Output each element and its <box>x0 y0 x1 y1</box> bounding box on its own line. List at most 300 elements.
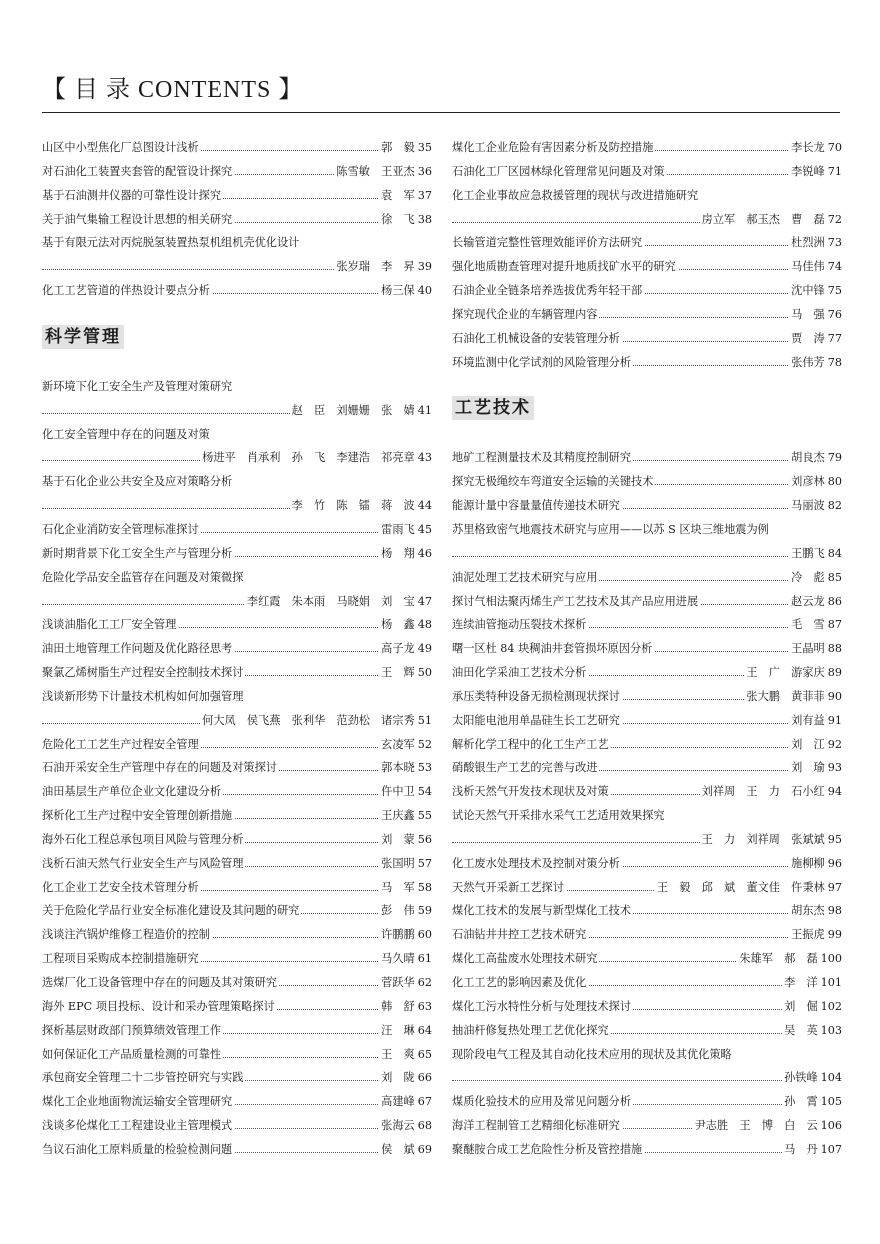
article-title: 承压类特种设备无损检测现状探讨 <box>452 685 622 709</box>
article-title: 探析化工生产过程中安全管理创新措施 <box>42 804 234 828</box>
toc-entry[interactable] <box>452 303 842 327</box>
page-number: 103 <box>820 1023 842 1037</box>
article-authors: 李锐峰 <box>791 164 825 178</box>
toc-entry[interactable] <box>452 208 842 232</box>
page-number: 87 <box>827 618 842 632</box>
toc-entry[interactable] <box>42 947 432 971</box>
toc-entry[interactable] <box>42 709 432 733</box>
toc-entry-title-line[interactable] <box>42 566 432 590</box>
article-authors: 刘 倔 <box>784 999 818 1013</box>
toc-entry[interactable] <box>42 255 432 279</box>
page-number: 88 <box>827 642 842 656</box>
article-title: 探讨气相法聚丙烯生产工艺技术及其产品应用进展 <box>452 590 700 614</box>
article-authors: 仵中卫 <box>381 785 415 799</box>
toc-entry[interactable] <box>452 876 842 900</box>
page-number: 54 <box>417 785 432 799</box>
toc-entry[interactable] <box>452 470 842 494</box>
toc-entry[interactable] <box>42 971 432 995</box>
toc-entry[interactable] <box>42 828 432 852</box>
toc-entry[interactable] <box>42 1090 432 1114</box>
section-heading <box>452 374 842 446</box>
toc-entry[interactable] <box>42 1114 432 1138</box>
toc-entry[interactable] <box>452 542 842 566</box>
article-authors: 王振虎 <box>791 928 825 942</box>
article-authors: 马 丹 <box>784 1142 818 1156</box>
entry-meta <box>379 971 432 995</box>
toc-entry[interactable] <box>452 661 842 685</box>
toc-entry[interactable] <box>452 494 842 518</box>
article-title: 对石油化工装置夹套管的配管设计探究 <box>42 160 234 184</box>
entry-meta <box>379 279 432 303</box>
toc-entry[interactable] <box>42 780 432 804</box>
article-title: 抽油杆修复热处理工艺优化探究 <box>452 1019 611 1043</box>
page-number: 84 <box>827 546 842 560</box>
toc-entry[interactable] <box>42 1019 432 1043</box>
article-title: 煤化工高盐废水处理技术研究 <box>452 947 599 971</box>
entry-meta <box>290 399 432 423</box>
article-authors: 张岁瑞 李 昇 <box>336 260 415 274</box>
article-authors: 菅跃华 <box>381 976 415 989</box>
toc-entry[interactable] <box>42 1066 432 1090</box>
article-authors: 王 爽 <box>381 1047 415 1061</box>
entry-meta <box>782 971 842 995</box>
article-authors: 刘祥周 王 力 石小红 <box>701 785 825 799</box>
toc-left-column <box>42 136 432 1162</box>
toc-entry[interactable] <box>452 1090 842 1114</box>
page-number: 57 <box>417 856 432 870</box>
page-number: 104 <box>820 1071 842 1085</box>
article-title: 浅谈新形势下计量技术机构如何加强管理 <box>42 685 245 709</box>
article-authors: 张大鹏 黄菲菲 <box>746 689 825 703</box>
page-number: 43 <box>417 451 432 465</box>
toc-entry[interactable] <box>452 828 842 852</box>
entry-meta <box>379 899 432 923</box>
entry-meta <box>782 1090 842 1114</box>
article-title: 刍议石油化工原料质量的检验检测问题 <box>42 1138 234 1162</box>
page-number: 85 <box>827 570 842 584</box>
page-number: 77 <box>827 331 842 345</box>
article-title: 海外石化工程总承包项目风险与管理分析 <box>42 828 245 852</box>
article-authors: 李长龙 <box>791 141 825 154</box>
toc-entry[interactable] <box>42 1043 432 1067</box>
article-authors: 房立军 郝玉杰 曹 磊 <box>701 212 825 226</box>
entry-meta <box>789 494 842 518</box>
entry-meta <box>789 351 842 375</box>
toc-entry[interactable] <box>42 852 432 876</box>
page-number: 66 <box>417 1071 432 1085</box>
article-authors: 刘 蒙 <box>381 832 415 846</box>
article-authors: 郭 毅 <box>381 141 415 154</box>
page-number: 55 <box>417 809 432 823</box>
section-title: 科学管理 <box>42 325 124 349</box>
page-number: 46 <box>417 546 432 560</box>
toc-entry[interactable] <box>42 733 432 757</box>
page-number: 78 <box>827 355 842 369</box>
toc-entry[interactable] <box>452 1066 842 1090</box>
entry-meta <box>379 542 432 566</box>
toc-entry[interactable] <box>42 518 432 542</box>
entry-meta <box>789 231 842 255</box>
toc-entry-title-line[interactable] <box>452 1043 842 1067</box>
entry-meta <box>789 542 842 566</box>
page-number: 62 <box>417 976 432 989</box>
contents-header <box>42 70 840 114</box>
toc-entry-title-line[interactable] <box>452 804 842 828</box>
page-number: 41 <box>417 403 432 417</box>
article-authors: 王 力 刘祥周 张斌斌 <box>701 832 825 846</box>
article-title: 浅析石油天然气行业安全生产与风险管理 <box>42 852 245 876</box>
article-authors: 贾 涛 <box>791 331 825 345</box>
page-number: 59 <box>417 904 432 918</box>
article-title: 油田基层生产单位企业文化建设分析 <box>42 780 223 804</box>
page-number: 75 <box>827 284 842 298</box>
article-title: 石油化工机械设备的安装管理分析 <box>452 327 622 351</box>
article-authors: 杨 鑫 <box>381 618 415 632</box>
toc-entry-title-line[interactable] <box>452 518 842 542</box>
article-title: 危险化学品安全监管存在问题及对策微探 <box>42 566 245 590</box>
article-authors: 汪 琳 <box>381 1023 415 1037</box>
article-title: 石油开采安全生产管理中存在的问题及对策探讨 <box>42 756 279 780</box>
toc-entry[interactable] <box>452 637 842 661</box>
article-authors: 张海云 <box>381 1119 415 1133</box>
toc-entry[interactable] <box>452 446 842 470</box>
entry-meta <box>379 1066 432 1090</box>
article-authors: 杨进平 肖承利 孙 飞 李建浩 祁亮章 <box>202 451 415 465</box>
page-number: 82 <box>827 499 842 513</box>
entry-meta <box>379 661 432 685</box>
toc-entry[interactable] <box>452 136 842 160</box>
toc-entry[interactable] <box>42 876 432 900</box>
entry-meta <box>379 995 432 1019</box>
toc-entry[interactable] <box>452 590 842 614</box>
article-authors: 马 军 <box>381 880 415 894</box>
toc-entry[interactable] <box>42 899 432 923</box>
entry-meta <box>789 709 842 733</box>
toc-entry[interactable] <box>452 995 842 1019</box>
article-authors: 王晶明 <box>791 642 825 656</box>
page-number: 35 <box>417 141 432 154</box>
entry-meta <box>379 1043 432 1067</box>
page-number: 47 <box>417 594 432 608</box>
article-title: 油田化学采油工艺技术分析 <box>452 661 588 685</box>
entry-meta <box>789 733 842 757</box>
toc-entry[interactable] <box>42 756 432 780</box>
toc-entry[interactable] <box>452 566 842 590</box>
article-title: 浅析天然气开发技术现状及对策 <box>452 780 611 804</box>
entry-meta <box>379 1019 432 1043</box>
toc-entry[interactable] <box>42 637 432 661</box>
toc-entry[interactable] <box>42 208 432 232</box>
toc-entry[interactable] <box>452 160 842 184</box>
article-authors: 冷 彪 <box>791 570 825 584</box>
page-number: 56 <box>417 832 432 846</box>
toc-entry[interactable] <box>42 613 432 637</box>
article-title: 基于有限元法对丙烷脱氢装置热泵机组机壳优化设计 <box>42 231 301 255</box>
page-number: 89 <box>827 666 842 680</box>
toc-entry[interactable] <box>42 995 432 1019</box>
article-title: 危险化工工艺生产过程安全管理 <box>42 733 201 757</box>
article-authors: 马久晴 <box>381 952 415 966</box>
toc-entry[interactable] <box>452 255 842 279</box>
article-title: 太阳能电池用单晶硅生长工艺研究 <box>452 709 622 733</box>
page-number: 72 <box>827 212 842 226</box>
article-authors: 马佳伟 <box>791 260 825 274</box>
toc-entry[interactable] <box>452 613 842 637</box>
article-title: 长输管道完整性管理效能评价方法研究 <box>452 231 644 255</box>
article-authors: 刘 瑜 <box>791 761 825 775</box>
page-number: 92 <box>827 737 842 751</box>
article-title: 化工工艺管道的伴热设计要点分析 <box>42 279 212 303</box>
page-number: 105 <box>820 1095 842 1109</box>
page-number: 45 <box>417 522 432 536</box>
article-authors: 刘 陇 <box>381 1071 415 1085</box>
entry-meta <box>379 613 432 637</box>
toc-entry[interactable] <box>452 709 842 733</box>
article-title: 探究无极绳绞车弯道安全运输的关键技术 <box>452 470 655 494</box>
article-authors: 吴 英 <box>784 1023 818 1037</box>
article-title: 探究现代企业的车辆管理内容 <box>452 303 599 327</box>
entry-meta <box>334 160 432 184</box>
page-number: 94 <box>827 785 842 799</box>
page-number: 69 <box>417 1142 432 1156</box>
page-number: 68 <box>417 1119 432 1133</box>
article-authors: 胡东杰 <box>791 904 825 918</box>
article-title: 选煤厂化工设备管理中存在的问题及其对策研究 <box>42 971 279 995</box>
entry-meta <box>789 136 842 160</box>
toc-entry[interactable] <box>42 160 432 184</box>
article-authors: 施柳柳 <box>791 856 825 870</box>
toc-entry-title-line[interactable] <box>42 375 432 399</box>
article-title: 硝酸银生产工艺的完善与改进 <box>452 756 599 780</box>
page-number: 107 <box>820 1142 842 1156</box>
toc-entry[interactable] <box>42 184 432 208</box>
toc-entry[interactable] <box>42 136 432 160</box>
page-number: 65 <box>417 1047 432 1061</box>
article-authors: 王 广 游家庆 <box>746 666 825 680</box>
entry-meta <box>789 160 842 184</box>
article-authors: 李红霞 朱本雨 马晓娟 刘 宝 <box>246 594 415 608</box>
article-authors: 彭 伟 <box>381 904 415 918</box>
article-authors: 杨三保 <box>381 284 415 298</box>
page-number: 39 <box>417 260 432 274</box>
article-authors: 高子龙 <box>381 642 415 656</box>
article-authors: 袁 军 <box>381 188 415 202</box>
article-title: 探析基层财政部门预算绩效管理工作 <box>42 1019 223 1043</box>
article-title: 油田土地管理工作问题及优化路径思考 <box>42 637 234 661</box>
article-authors: 许鹏鹏 <box>381 928 415 942</box>
toc-entry[interactable] <box>42 1138 432 1162</box>
toc-entry[interactable] <box>452 327 842 351</box>
page-number: 86 <box>827 594 842 608</box>
article-title: 石油化工厂区园林绿化管理常见问题及对策 <box>452 160 667 184</box>
article-title: 承包商安全管理二十二步管控研究与实践 <box>42 1066 245 1090</box>
entry-meta <box>379 923 432 947</box>
article-title: 海洋工程制管工艺精细化标准研究 <box>452 1114 622 1138</box>
toc-entry[interactable] <box>42 804 432 828</box>
toc-entry[interactable] <box>42 661 432 685</box>
entry-meta <box>290 494 432 518</box>
article-title: 海外 EPC 项目投标、设计和采办管理策略探讨 <box>42 995 277 1019</box>
entry-meta <box>200 709 432 733</box>
article-title: 化工工艺的影响因素及优化 <box>452 971 588 995</box>
toc-entry[interactable] <box>452 733 842 757</box>
article-authors: 高建峰 <box>381 1095 415 1109</box>
entry-meta <box>789 566 842 590</box>
page-number: 48 <box>417 618 432 632</box>
article-title: 聚氯乙烯树脂生产过程安全控制技术探讨 <box>42 661 245 685</box>
toc-entry[interactable] <box>452 780 842 804</box>
article-title: 浅谈多伦煤化工工程建设业主管理模式 <box>42 1114 234 1138</box>
article-title: 强化地质勘查管理对提升地质找矿水平的研究 <box>452 255 678 279</box>
article-authors: 刘有益 <box>791 713 825 727</box>
article-authors: 王 辉 <box>381 666 415 680</box>
article-authors: 尹志胜 王 博 白 云 <box>694 1119 818 1133</box>
article-authors: 朱雄军 郝 磊 <box>739 952 818 966</box>
article-authors: 王庆鑫 <box>381 809 415 823</box>
article-title: 能源计量中容量量值传递技术研究 <box>452 494 622 518</box>
page-number: 40 <box>417 284 432 298</box>
page-number: 91 <box>827 713 842 727</box>
entry-meta <box>782 1019 842 1043</box>
article-title: 石油企业全链条培养选拔优秀年轻干部 <box>452 279 644 303</box>
article-authors: 赵 臣 刘姗姗 张 婧 <box>291 403 415 417</box>
toc-entry-title-line[interactable] <box>452 184 842 208</box>
entry-meta <box>782 995 842 1019</box>
toc-entry[interactable] <box>42 923 432 947</box>
page-number: 51 <box>417 713 432 727</box>
toc-entry[interactable] <box>452 1019 842 1043</box>
toc-entry[interactable] <box>452 1138 842 1162</box>
toc-entry[interactable] <box>452 756 842 780</box>
toc-entry[interactable] <box>42 494 432 518</box>
article-title: 煤化工污水特性分析与处理技术探讨 <box>452 995 633 1019</box>
page-number: 102 <box>820 999 842 1013</box>
article-authors: 毛 雪 <box>791 618 825 632</box>
article-authors: 沈中锋 <box>791 284 825 298</box>
entry-meta <box>379 1090 432 1114</box>
page-number: 98 <box>827 904 842 918</box>
toc-entry[interactable] <box>452 852 842 876</box>
article-title: 煤化工企业危险有害因素分析及防控措施 <box>452 136 655 160</box>
article-title: 煤化工技术的发展与新型煤化工技术 <box>452 899 633 923</box>
entry-meta <box>789 899 842 923</box>
page-number: 90 <box>827 689 842 703</box>
article-authors: 赵云龙 <box>791 594 825 608</box>
entry-meta <box>789 590 842 614</box>
entry-meta <box>379 804 432 828</box>
entry-meta <box>379 184 432 208</box>
page-number: 52 <box>417 737 432 751</box>
article-title: 山区中小型焦化厂总图设计浅析 <box>42 136 201 160</box>
page-number: 79 <box>827 451 842 465</box>
toc-entry[interactable] <box>42 399 432 423</box>
toc-entry-title-line[interactable] <box>42 423 432 447</box>
toc-entry-title-line[interactable] <box>42 231 432 255</box>
entry-meta <box>737 947 842 971</box>
article-authors: 雷雨飞 <box>381 522 415 536</box>
entry-meta <box>744 685 842 709</box>
toc-entry[interactable] <box>452 923 842 947</box>
article-authors: 徐 飞 <box>381 212 415 226</box>
article-title: 煤质化验技术的应用及常见问题分析 <box>452 1090 633 1114</box>
page-number: 106 <box>820 1119 842 1133</box>
article-authors: 刘彦林 <box>791 475 825 489</box>
toc-entry[interactable] <box>42 279 432 303</box>
entry-meta <box>379 1114 432 1138</box>
article-title: 苏里格致密气地震技术研究与应用——以苏 S 区块三维地震为例 <box>452 518 771 542</box>
article-title: 曙一区杜 84 块稠油井套管损坏原因分析 <box>452 637 654 661</box>
toc-entry[interactable] <box>42 590 432 614</box>
article-authors: 刘 江 <box>791 737 825 751</box>
toc-entry[interactable] <box>452 899 842 923</box>
article-authors: 马 强 <box>791 307 825 321</box>
article-title: 现阶段电气工程及其自动化技术应用的现状及其优化策略 <box>452 1043 734 1067</box>
page-number: 71 <box>827 164 842 178</box>
page-number: 76 <box>827 307 842 321</box>
article-title: 解析化学工程中的化工生产工艺 <box>452 733 611 757</box>
entry-meta <box>789 327 842 351</box>
article-title: 化工企业事故应急救援管理的现状与改进措施研究 <box>452 184 700 208</box>
page-number: 73 <box>827 236 842 250</box>
page-number: 95 <box>827 832 842 846</box>
toc-entry-title-line[interactable] <box>42 470 432 494</box>
entry-meta <box>379 637 432 661</box>
entry-meta <box>379 852 432 876</box>
article-authors: 韩 舒 <box>381 999 415 1013</box>
page-number: 100 <box>820 952 842 966</box>
toc-entry[interactable] <box>452 971 842 995</box>
article-title: 连续油管拖动压裂技术探析 <box>452 613 588 637</box>
contents-title: 【 目 录 CONTENTS 】 <box>42 77 304 103</box>
article-title: 石化企业消防安全管理标准探讨 <box>42 518 201 542</box>
page-number: 38 <box>417 212 432 226</box>
entry-meta <box>782 1066 842 1090</box>
toc-entry[interactable] <box>42 542 432 566</box>
article-title: 石油钻井井控工艺技术研究 <box>452 923 588 947</box>
entry-meta <box>379 1138 432 1162</box>
toc-entry[interactable] <box>452 351 842 375</box>
entry-meta <box>334 255 432 279</box>
article-title: 煤化工企业地面物流运输安全管理研究 <box>42 1090 234 1114</box>
page-number: 80 <box>827 475 842 489</box>
article-authors: 杜烈洲 <box>791 236 825 250</box>
toc-entry-title-line[interactable] <box>42 685 432 709</box>
entry-meta <box>789 923 842 947</box>
toc-entry[interactable] <box>452 279 842 303</box>
entry-meta <box>789 852 842 876</box>
article-authors: 孙 霄 <box>784 1095 818 1109</box>
article-authors: 孙铁峰 <box>784 1071 818 1085</box>
toc-entry[interactable] <box>452 1114 842 1138</box>
page-number: 58 <box>417 880 432 894</box>
article-title: 基于石化企业公共安全及应对策略分析 <box>42 470 234 494</box>
entry-meta <box>379 518 432 542</box>
toc-entry[interactable] <box>42 446 432 470</box>
entry-meta <box>200 446 432 470</box>
page-number: 44 <box>417 499 432 513</box>
entry-meta <box>789 470 842 494</box>
entry-meta <box>655 876 842 900</box>
entry-meta <box>789 613 842 637</box>
page-number: 60 <box>417 928 432 942</box>
page-number: 64 <box>417 1023 432 1037</box>
entry-meta <box>379 756 432 780</box>
toc-entry[interactable] <box>452 685 842 709</box>
article-authors: 张国明 <box>381 856 415 870</box>
toc-entry[interactable] <box>452 947 842 971</box>
toc-entry[interactable] <box>452 231 842 255</box>
page-number: 93 <box>827 761 842 775</box>
